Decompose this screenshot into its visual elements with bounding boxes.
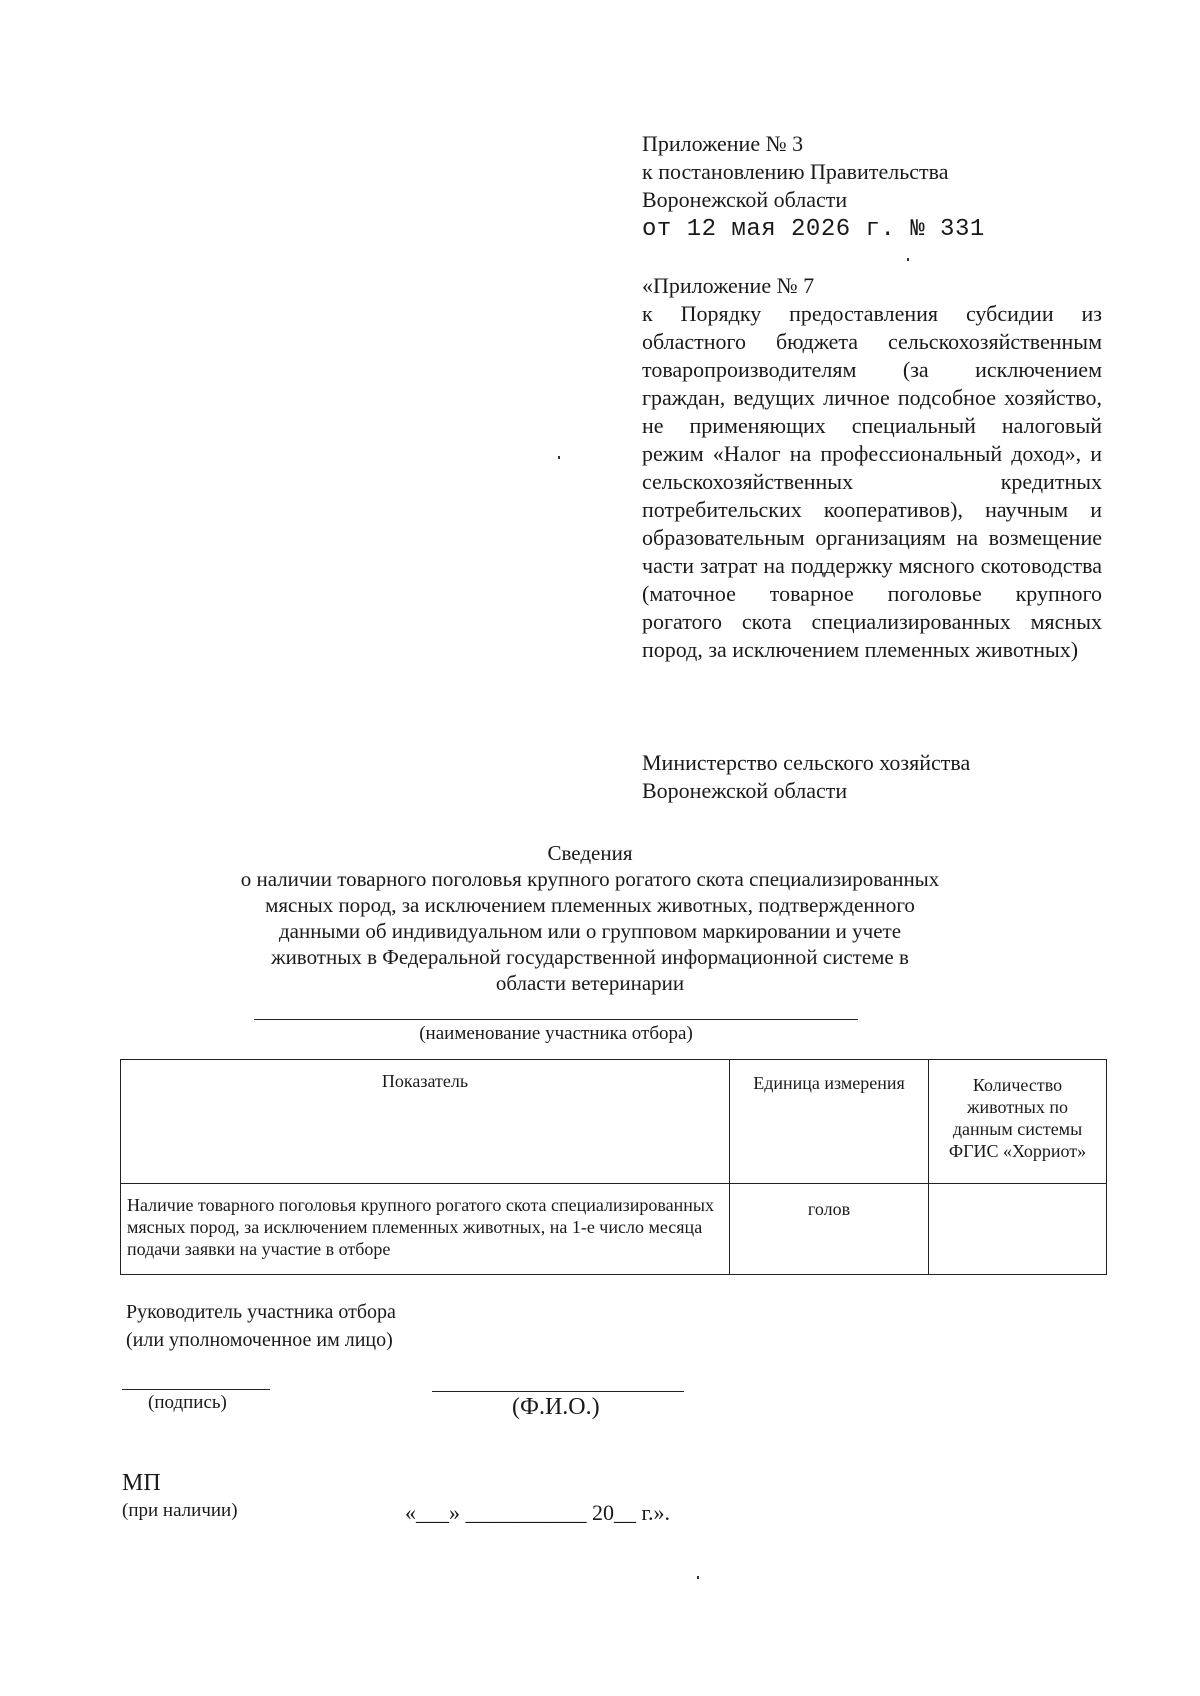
- scan-speck: [907, 258, 909, 261]
- ministry-addressee: [642, 749, 1102, 805]
- signer-block: [126, 1298, 396, 1354]
- table-cell-indicator: Наличие товарного поголовья крупного рогатого скота специализированных мясных пород, за исключением племенных животных, на 1-е число месяца подачи заявки на участие в отборе: [121, 1184, 730, 1275]
- participant-name-line[interactable]: [254, 1019, 858, 1020]
- appendix-3-date-number: от 12 мая 2026 г. № 331: [642, 216, 985, 243]
- appendix-3-block: [642, 130, 1112, 244]
- table-cell-count[interactable]: [929, 1184, 1107, 1275]
- full-name-caption: (Ф.И.О.): [512, 1394, 600, 1420]
- table-header-count: Количество животных по данным системы ФГИС «Хорриот»: [929, 1060, 1107, 1184]
- ministry-line-2: Воронежской области: [642, 778, 848, 803]
- appendix-7-block: [642, 272, 1102, 664]
- document-title: Сведения: [547, 841, 633, 865]
- scan-speck: [558, 456, 560, 459]
- table-header-unit: Единица измерения: [730, 1060, 929, 1184]
- table-header-row: [121, 1060, 1107, 1184]
- stamp-note: (при наличии): [122, 1500, 238, 1521]
- signer-line-1: Руководитель участника отбора: [126, 1301, 396, 1323]
- table-cell-unit: голов: [730, 1184, 929, 1275]
- scan-speck: [697, 1576, 699, 1579]
- appendix-3-resolution: к постановлению Правительства: [642, 159, 949, 184]
- participant-name-caption: (наименование участника отбора): [419, 1023, 693, 1044]
- signature-line[interactable]: [122, 1389, 270, 1390]
- full-name-line[interactable]: [432, 1391, 684, 1392]
- stamp-label: МП: [122, 1470, 161, 1496]
- appendix-7-body: к Порядку предоставления субсидии из областного бюджета сельскохозяйственным товаропроизводителям (за исключением граждан, ведущих личное подсобное хозяйство, не применяющих специальный налоговый режим «Налог на профессиональный доход», и сельскохозяйственных кредитных потребительских кооперативов), научным и образовательным организациям на возмещение части затрат на поддержку мясного скотоводства (маточное товарное поголовье крупного рогатого скота специализированных мясных пород, за исключением племенных животных): [642, 301, 1102, 662]
- appendix-3-region: Воронежской области: [642, 187, 848, 212]
- ministry-line-1: Министерство сельского хозяйства: [642, 750, 971, 775]
- table-row: [121, 1184, 1107, 1275]
- appendix-3-title: Приложение № 3: [642, 131, 804, 156]
- table-header-indicator: Показатель: [121, 1060, 730, 1184]
- date-field[interactable]: «___» ___________ 20__ г.».: [405, 1500, 671, 1525]
- data-table: [120, 1059, 1107, 1275]
- appendix-7-title: «Приложение № 7: [642, 273, 815, 298]
- document-heading: [240, 840, 940, 996]
- signature-caption: (подпись): [148, 1392, 227, 1413]
- document-subtitle: о наличии товарного поголовья крупного рогатого скота специализированных мясных пород, за исключением племенных животных, подтвержденного данными об индивидуальном или о групповом маркировании и учете животных в Федеральной государственной информационной системе в области ветеринарии: [240, 867, 940, 995]
- signer-line-2: (или уполномоченное им лицо): [126, 1329, 393, 1351]
